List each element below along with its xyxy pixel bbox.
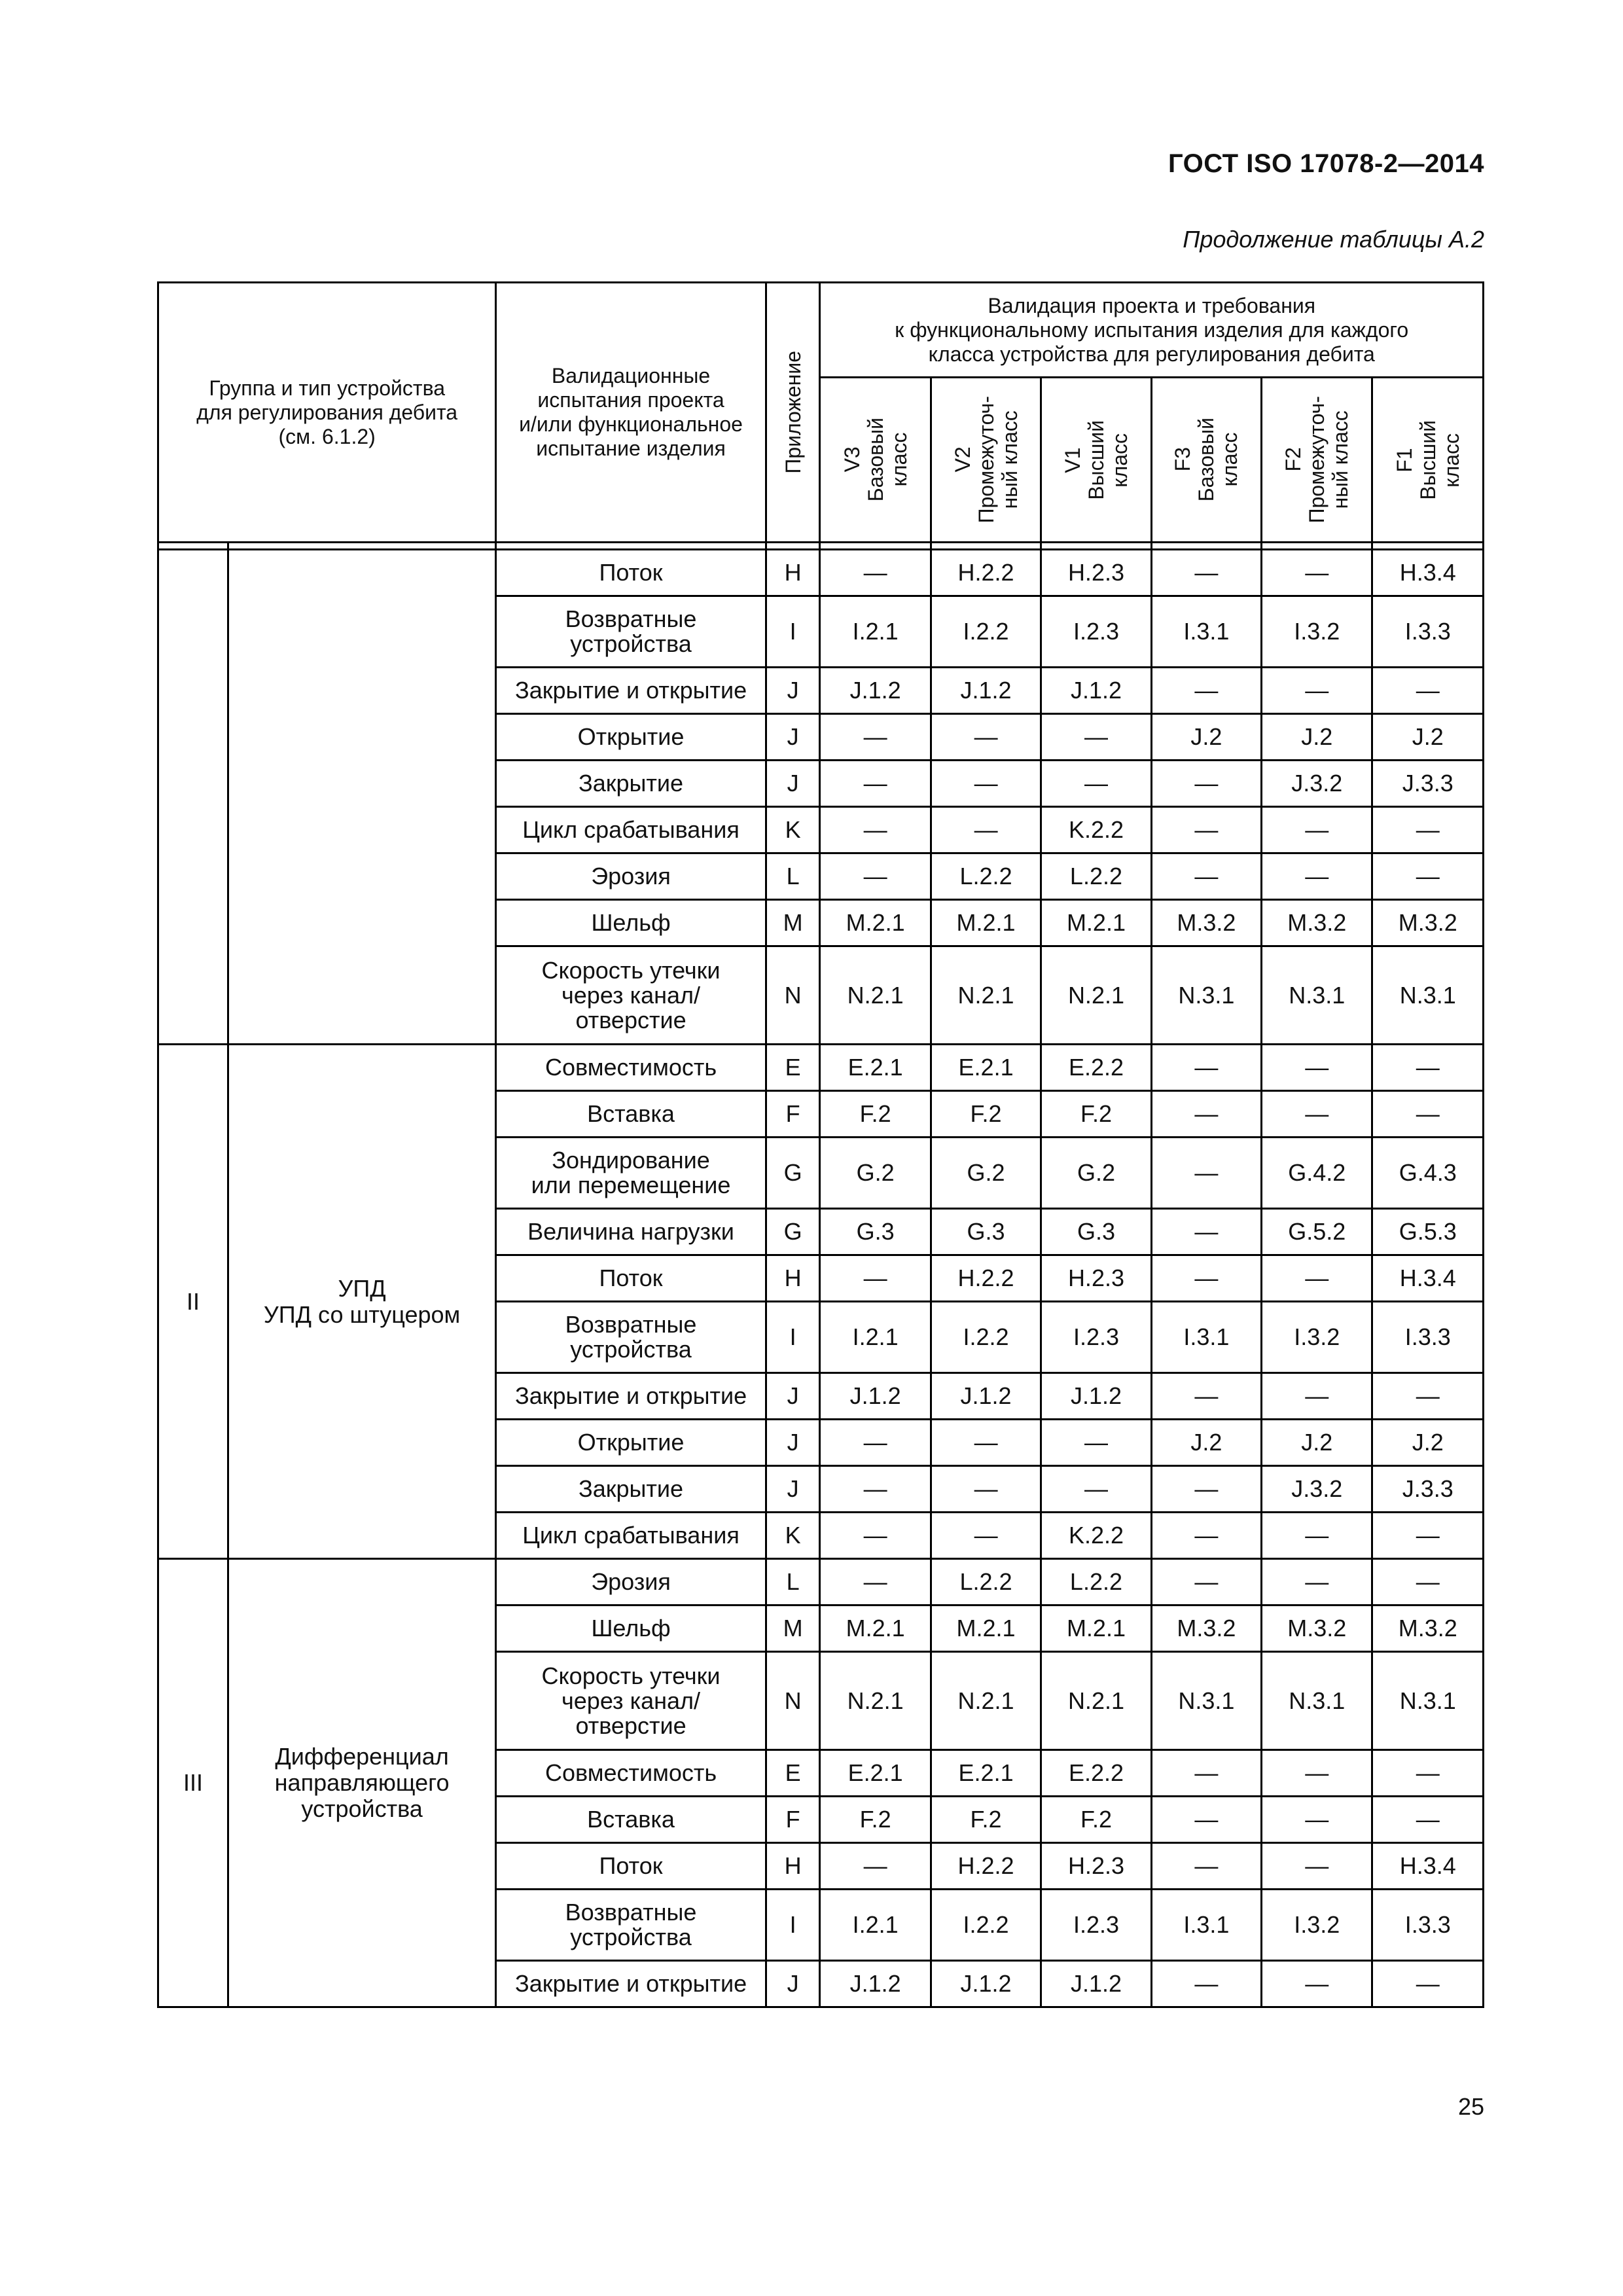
table-row [158,1045,1484,1091]
requirement-cell: — [1151,668,1261,714]
table-continuation-caption: Продолжение таблицы А.2 [1183,226,1484,253]
requirement-cell: M.2.1 [931,1605,1041,1652]
annex-letter: F [766,1797,820,1843]
requirement-cell: — [1372,1750,1484,1797]
requirement-cell: I.2.2 [931,1302,1041,1373]
requirement-cell: J.2 [1262,714,1372,761]
requirement-cell: I.3.2 [1262,1890,1372,1961]
requirement-cell: — [1151,853,1261,900]
requirement-cell: I.3.2 [1262,1302,1372,1373]
document-code: ГОСТ ISO 17078-2—2014 [1168,149,1484,178]
annex-letter: H [766,1843,820,1890]
test-name: Скорость утечки через канал/ отверстие [496,946,766,1045]
annex-letter: M [766,900,820,946]
requirement-cell: — [1262,807,1372,853]
requirement-cell: — [820,761,931,807]
requirement-cell: J.2 [1262,1420,1372,1466]
annex-letter: J [766,1420,820,1466]
requirement-cell: J.3.3 [1372,761,1484,807]
test-name: Вставка [496,1797,766,1843]
requirement-cell: I.3.2 [1262,596,1372,668]
requirement-cell: F.2 [931,1091,1041,1138]
requirement-cell: J.1.2 [1041,1961,1151,2007]
header-validation-tests: Валидационные испытания проекта и/или функциональное испытание изделия [496,283,766,543]
requirement-cell: H.2.3 [1041,1255,1151,1302]
annex-letter: N [766,1652,820,1750]
requirement-cell: — [1262,1797,1372,1843]
requirement-cell: — [1151,1138,1261,1209]
requirement-cell: — [1151,1209,1261,1255]
requirement-cell: — [1262,1559,1372,1605]
header-class-f3: F3 Базовый класс [1151,378,1261,543]
requirement-cell: N.2.1 [931,946,1041,1045]
table-header [158,283,1484,550]
group-type-name [228,1559,495,2007]
test-name: Поток [496,1255,766,1302]
annex-letter: J [766,761,820,807]
requirement-cell: E.2.2 [1041,1045,1151,1091]
annex-letter: N [766,946,820,1045]
test-name: Закрытие [496,1466,766,1513]
requirement-cell: G.2 [1041,1138,1151,1209]
requirement-cell: — [1262,1045,1372,1091]
test-name: Возвратные устройства [496,1890,766,1961]
header-class-v1: V1 Высший класс [1041,378,1151,543]
test-name: Закрытие и открытие [496,1961,766,2007]
requirement-cell: — [1151,1961,1261,2007]
annex-letter: I [766,596,820,668]
requirement-cell: N.3.1 [1372,1652,1484,1750]
requirement-cell: — [1262,1843,1372,1890]
requirement-cell: — [1262,1961,1372,2007]
requirement-cell: L.2.2 [1041,1559,1151,1605]
annex-letter: G [766,1209,820,1255]
annex-letter: E [766,1750,820,1797]
test-name: Возвратные устройства [496,596,766,668]
group-number: II [158,1045,228,1559]
annex-letter: I [766,1890,820,1961]
requirement-cell: N.2.1 [820,1652,931,1750]
annex-letter: J [766,1373,820,1420]
requirement-cell: I.3.1 [1151,596,1261,668]
annex-letter: K [766,807,820,853]
requirement-cell: — [1372,1797,1484,1843]
annex-letter: I [766,1302,820,1373]
requirement-cell: G.3 [1041,1209,1151,1255]
requirement-cell: I.3.3 [1372,596,1484,668]
requirement-cell: J.1.2 [820,668,931,714]
requirement-cell: I.2.1 [820,596,931,668]
requirement-cell: F.2 [1041,1797,1151,1843]
requirement-cell: N.3.1 [1151,1652,1261,1750]
requirement-cell: I.2.3 [1041,596,1151,668]
requirement-cell: I.2.1 [820,1302,931,1373]
requirement-cell: L.2.2 [1041,853,1151,900]
requirement-cell: — [1372,1559,1484,1605]
group-type-name [228,1045,495,1559]
annex-letter: K [766,1513,820,1559]
requirement-cell: — [1262,668,1372,714]
test-name: Открытие [496,714,766,761]
requirement-cell: — [1372,1961,1484,2007]
test-name: Вставка [496,1091,766,1138]
requirement-cell: J.3.2 [1262,761,1372,807]
header-class-f2: F2 Промежуточ- ный класс [1262,378,1372,543]
group-number: III [158,1559,228,2007]
requirement-cell: J.2 [1151,714,1261,761]
requirement-cell: — [1372,1513,1484,1559]
requirement-cell: — [1151,807,1261,853]
requirement-cell: N.2.1 [931,1652,1041,1750]
header-class-f1: F1 Высший класс [1372,378,1484,543]
requirement-cell: — [820,714,931,761]
requirement-cell: H.2.2 [931,1255,1041,1302]
requirement-cell: G.3 [820,1209,931,1255]
requirement-cell: — [931,1466,1041,1513]
requirement-cell: — [1151,1091,1261,1138]
requirement-cell: — [820,1843,931,1890]
requirement-cell: — [1262,1091,1372,1138]
annex-letter: J [766,1466,820,1513]
requirement-cell: — [820,1255,931,1302]
requirement-cell: I.2.3 [1041,1302,1151,1373]
requirement-cell: H.2.2 [931,550,1041,596]
requirement-cell: — [820,550,931,596]
group-type-name-line: устройства [301,1795,423,1822]
requirement-cell: — [1262,1255,1372,1302]
requirement-cell: J.1.2 [1041,668,1151,714]
requirement-cell: — [1262,1373,1372,1420]
requirement-cell: L.2.2 [931,853,1041,900]
requirement-cell: J.2 [1151,1420,1261,1466]
requirement-cell: — [1262,853,1372,900]
requirement-cell: N.3.1 [1372,946,1484,1045]
test-name: Шельф [496,900,766,946]
requirement-cell: M.3.2 [1262,1605,1372,1652]
requirement-cell: G.2 [931,1138,1041,1209]
requirement-cell: L.2.2 [931,1559,1041,1605]
requirement-cell: N.2.1 [820,946,931,1045]
requirement-cell: K.2.2 [1041,1513,1151,1559]
requirement-cell: J.3.3 [1372,1466,1484,1513]
header-group-type: Группа и тип устройства для регулирования дебита (см. 6.1.2) [158,283,496,543]
requirement-cell: — [1151,1750,1261,1797]
requirement-cell: E.2.1 [820,1045,931,1091]
table-body [158,550,1484,2007]
validation-requirements-table [157,281,1484,2008]
requirement-cell: I.2.1 [820,1890,931,1961]
requirement-cell: E.2.1 [931,1045,1041,1091]
requirement-cell: J.1.2 [820,1961,931,2007]
requirement-cell: H.2.3 [1041,550,1151,596]
requirement-cell: — [820,1420,931,1466]
requirement-cell: — [1151,1045,1261,1091]
table-row [158,1559,1484,1605]
requirement-cell: J.2 [1372,1420,1484,1466]
requirement-cell: G.2 [820,1138,931,1209]
requirement-cell: F.2 [1041,1091,1151,1138]
requirement-cell: — [1041,761,1151,807]
requirement-cell: — [931,761,1041,807]
annex-letter: J [766,1961,820,2007]
test-name: Эрозия [496,853,766,900]
requirement-cell: H.2.2 [931,1843,1041,1890]
annex-letter: F [766,1091,820,1138]
requirement-cell: — [820,853,931,900]
requirement-cell: — [1151,1255,1261,1302]
header-class-v3: V3 Базовый класс [820,378,931,543]
group-type-name-line: УПД [338,1274,386,1302]
requirement-cell: E.2.1 [931,1750,1041,1797]
requirement-cell: — [1372,1045,1484,1091]
requirement-cell: — [1262,550,1372,596]
requirement-cell: I.3.1 [1151,1302,1261,1373]
requirement-cell: — [1151,1559,1261,1605]
annex-letter: L [766,853,820,900]
annex-letter: H [766,550,820,596]
requirement-cell: J.1.2 [820,1373,931,1420]
annex-letter: J [766,668,820,714]
header-class-v2: V2 Промежуточ- ный класс [931,378,1041,543]
group-type-name-line: УПД со штуцером [263,1300,461,1328]
requirement-cell: — [1151,1513,1261,1559]
requirement-cell: — [820,1559,931,1605]
requirement-cell: N.2.1 [1041,1652,1151,1750]
requirement-cell: — [1041,1420,1151,1466]
requirement-cell: I.3.3 [1372,1302,1484,1373]
requirement-cell: H.3.4 [1372,1843,1484,1890]
requirement-cell: — [1151,1843,1261,1890]
requirement-cell: M.3.2 [1372,1605,1484,1652]
requirement-cell: I.3.1 [1151,1890,1261,1961]
requirement-cell: M.3.2 [1151,900,1261,946]
requirement-cell: — [1041,1466,1151,1513]
test-name: Шельф [496,1605,766,1652]
test-name: Цикл срабатывания [496,807,766,853]
test-name: Эрозия [496,1559,766,1605]
requirement-cell: J.1.2 [931,1961,1041,2007]
test-name: Открытие [496,1420,766,1466]
requirement-cell: M.2.1 [820,900,931,946]
test-name: Закрытие и открытие [496,1373,766,1420]
requirement-cell: I.3.3 [1372,1890,1484,1961]
group-type-name [228,550,495,1045]
requirement-cell: M.3.2 [1372,900,1484,946]
annex-letter: L [766,1559,820,1605]
requirement-cell: H.3.4 [1372,550,1484,596]
requirement-cell: — [1372,1091,1484,1138]
requirement-cell: M.2.1 [820,1605,931,1652]
requirement-cell: F.2 [931,1797,1041,1843]
header-validation-requirements: Валидация проекта и требования к функциональному испытания изделия для каждого класса устройства для регулирования дебита [820,283,1484,378]
requirement-cell: N.3.1 [1151,946,1261,1045]
requirement-cell: — [931,807,1041,853]
requirement-cell: J.1.2 [1041,1373,1151,1420]
requirement-cell: N.3.1 [1262,1652,1372,1750]
requirement-cell: M.3.2 [1151,1605,1261,1652]
annex-letter: J [766,714,820,761]
requirement-cell: G.4.2 [1262,1138,1372,1209]
test-name: Закрытие [496,761,766,807]
requirement-cell: M.2.1 [1041,1605,1151,1652]
group-type-name-line: направляющего [274,1769,450,1796]
test-name: Цикл срабатывания [496,1513,766,1559]
annex-letter: M [766,1605,820,1652]
annex-letter: E [766,1045,820,1091]
requirement-cell: J.2 [1372,714,1484,761]
test-name: Совместимость [496,1750,766,1797]
requirement-cell: E.2.1 [820,1750,931,1797]
header-separator [158,543,1484,550]
test-name: Скорость утечки через канал/ отверстие [496,1652,766,1750]
group-type-name-line: Дифференциал [275,1743,449,1770]
table-row [158,550,1484,596]
test-name: Величина нагрузки [496,1209,766,1255]
requirement-cell: — [820,1466,931,1513]
requirement-cell: — [1372,668,1484,714]
requirement-cell: — [1041,714,1151,761]
test-name: Поток [496,550,766,596]
requirement-cell: N.2.1 [1041,946,1151,1045]
requirement-cell: — [1151,1797,1261,1843]
requirement-cell: N.3.1 [1262,946,1372,1045]
requirement-cell: J.1.2 [931,1373,1041,1420]
requirement-cell: — [820,807,931,853]
header-annex: Приложение [766,283,820,543]
requirement-cell: G.5.3 [1372,1209,1484,1255]
requirement-cell: G.3 [931,1209,1041,1255]
requirement-cell: — [931,1420,1041,1466]
requirement-cell: H.2.3 [1041,1843,1151,1890]
requirement-cell: — [1151,550,1261,596]
requirement-cell: I.2.2 [931,596,1041,668]
test-name: Совместимость [496,1045,766,1091]
requirement-cell: — [1151,761,1261,807]
requirement-cell: — [820,1513,931,1559]
requirement-cell: I.2.3 [1041,1890,1151,1961]
requirement-cell: — [1372,807,1484,853]
requirement-cell: F.2 [820,1091,931,1138]
test-name: Поток [496,1843,766,1890]
requirement-cell: — [931,714,1041,761]
requirement-cell: I.2.2 [931,1890,1041,1961]
requirement-cell: G.5.2 [1262,1209,1372,1255]
requirement-cell: — [1262,1750,1372,1797]
annex-letter: H [766,1255,820,1302]
requirement-cell: — [1151,1373,1261,1420]
requirement-cell: K.2.2 [1041,807,1151,853]
requirement-cell: F.2 [820,1797,931,1843]
requirement-cell: E.2.2 [1041,1750,1151,1797]
requirement-cell: G.4.3 [1372,1138,1484,1209]
group-number [158,550,228,1045]
requirement-cell: M.3.2 [1262,900,1372,946]
requirement-cell: J.1.2 [931,668,1041,714]
requirement-cell: M.2.1 [931,900,1041,946]
requirement-cell: J.3.2 [1262,1466,1372,1513]
requirement-cell: — [1262,1513,1372,1559]
test-name: Зондирование или перемещение [496,1138,766,1209]
requirement-cell: — [1372,853,1484,900]
requirement-cell: H.3.4 [1372,1255,1484,1302]
requirement-cell: — [1372,1373,1484,1420]
annex-letter: G [766,1138,820,1209]
test-name: Возвратные устройства [496,1302,766,1373]
requirement-cell: — [1151,1466,1261,1513]
page-number: 25 [1457,2093,1484,2120]
test-name: Закрытие и открытие [496,668,766,714]
requirement-cell: — [931,1513,1041,1559]
requirement-cell: M.2.1 [1041,900,1151,946]
